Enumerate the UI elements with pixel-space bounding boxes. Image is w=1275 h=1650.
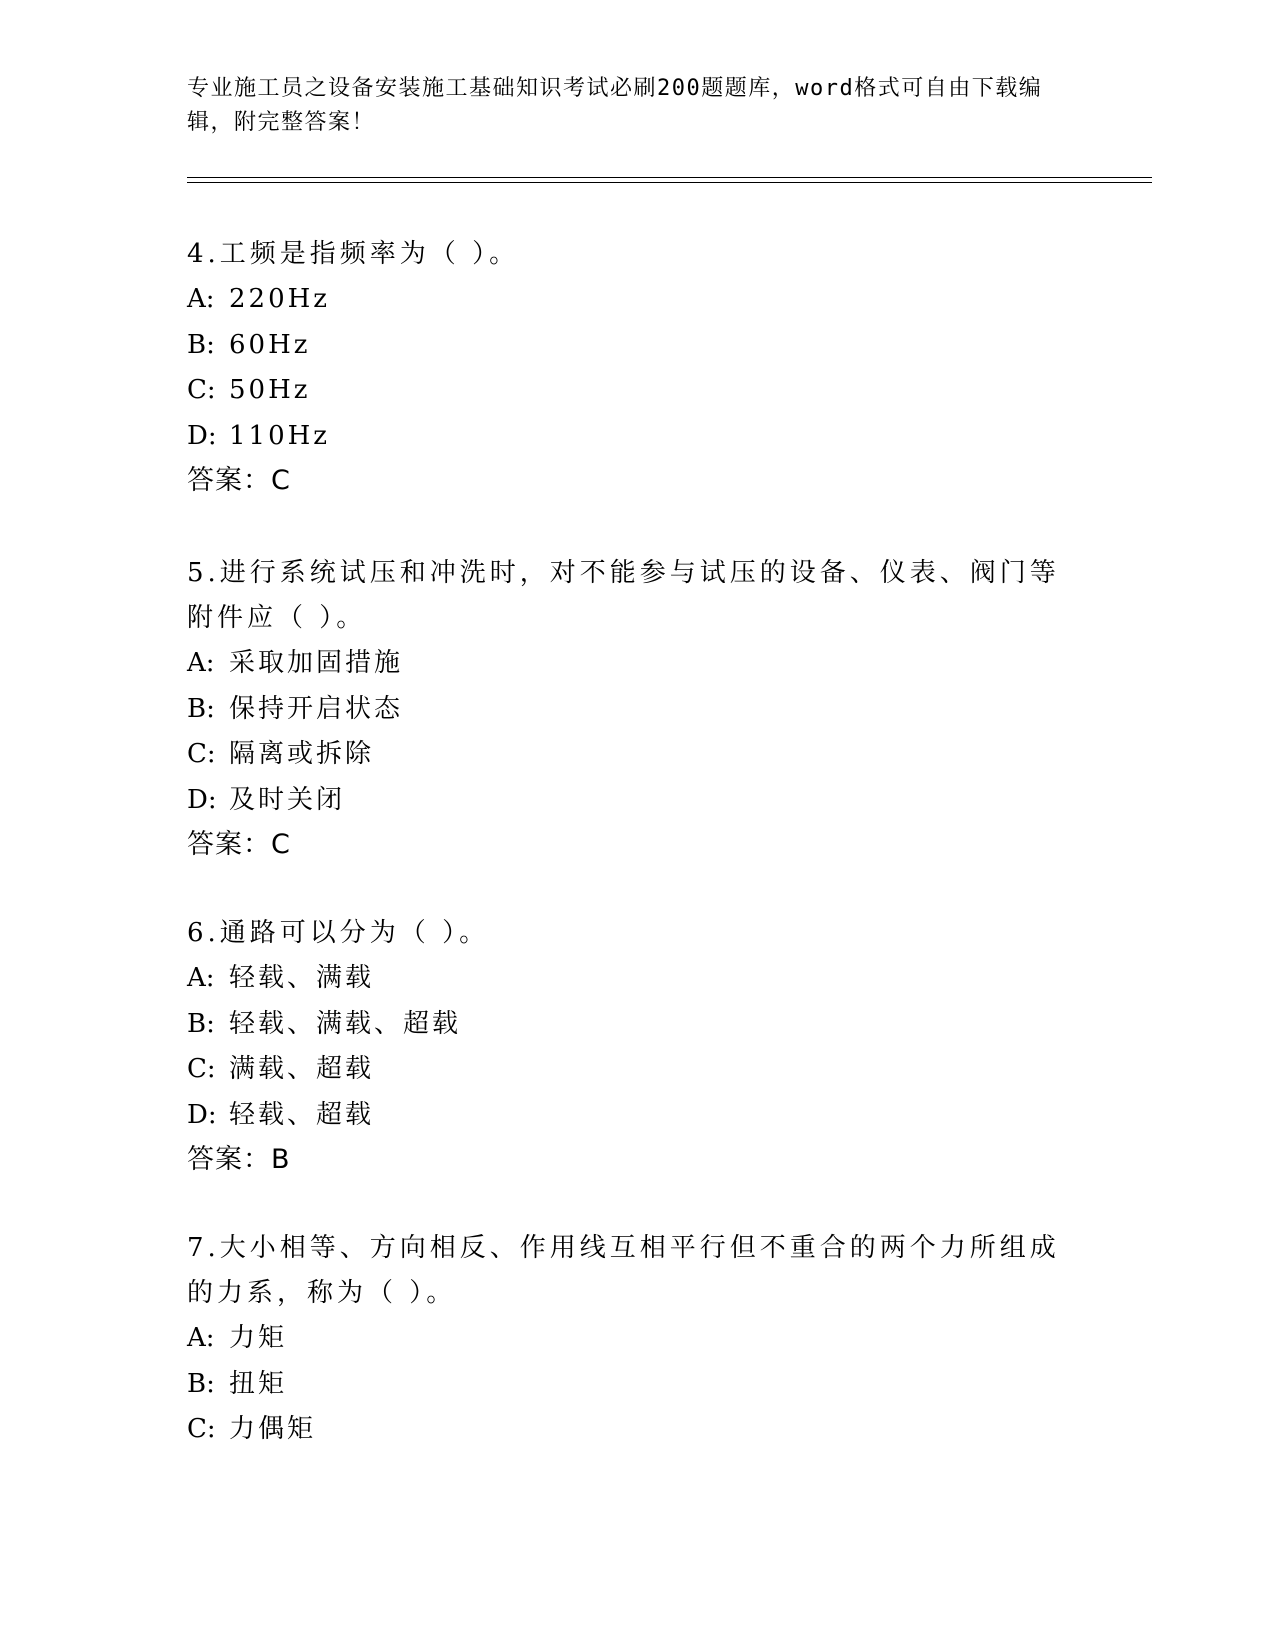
option-c [187, 1407, 1077, 1453]
option-letter: A: [187, 1323, 215, 1353]
question-7 [187, 1226, 1077, 1453]
option-letter: B: [187, 1008, 215, 1039]
option-text: 力偶矩 [229, 1414, 317, 1444]
option-letter: A: [187, 963, 215, 993]
option-c [187, 1047, 1077, 1093]
option-letter: D: [187, 1099, 217, 1130]
option-letter: D: [187, 420, 217, 451]
option-text: 轻载、满载 [229, 963, 375, 993]
option-text: 扭矩 [229, 1368, 288, 1399]
option-a [187, 1316, 1077, 1362]
question-stem: 6.通路可以分为（ ）。 [187, 918, 490, 948]
question-6 [187, 911, 1077, 1182]
option-text: 轻载、超载 [229, 1099, 375, 1130]
answer-label: 答案：B [187, 1144, 291, 1175]
option-text: 110Hz [229, 420, 330, 451]
answer-label: 答案：C [187, 829, 291, 860]
option-b [187, 323, 1077, 369]
option-b [187, 687, 1077, 733]
option-text: 50Hz [229, 375, 311, 405]
option-text: 220Hz [229, 284, 330, 314]
answer-label: 答案：C [187, 465, 291, 496]
option-b [187, 1362, 1077, 1408]
option-d [187, 1093, 1077, 1139]
option-text: 保持开启状态 [229, 693, 404, 724]
option-a [187, 277, 1077, 323]
option-text: 及时关闭 [229, 784, 346, 815]
option-letter: B: [187, 693, 215, 724]
question-stem: 5.进行系统试压和冲洗时，对不能参与试压的设备、仪表、阀门等附件应（ ）。 [187, 558, 1060, 633]
option-text: 力矩 [229, 1323, 288, 1353]
question-stem: 7.大小相等、方向相反、作用线互相平行但不重合的两个力所组成的力系，称为（ ）。 [187, 1233, 1060, 1308]
option-letter: B: [187, 1368, 215, 1399]
option-c [187, 732, 1077, 778]
document-header: 专业施工员之设备安装施工基础知识考试必刷200题题库，word格式可自由下载编辑，附完整答案！ [187, 76, 1043, 135]
option-letter: D: [187, 784, 217, 815]
option-text: 采取加固措施 [229, 648, 404, 678]
question-5 [187, 551, 1077, 867]
question-4 [187, 232, 1077, 503]
option-letter: C: [187, 1414, 216, 1444]
option-a [187, 641, 1077, 687]
option-letter: C: [187, 739, 216, 769]
option-letter: A: [187, 284, 215, 314]
option-c [187, 368, 1077, 414]
option-a [187, 956, 1077, 1002]
option-text: 60Hz [229, 329, 311, 360]
option-letter: C: [187, 375, 216, 405]
header-divider-top [187, 177, 1152, 178]
option-text: 隔离或拆除 [229, 739, 375, 769]
header-divider-bottom [187, 182, 1152, 183]
option-b [187, 1002, 1077, 1048]
option-d [187, 414, 1077, 460]
option-letter: C: [187, 1054, 216, 1084]
option-letter: A: [187, 648, 215, 678]
option-letter: B: [187, 329, 215, 360]
option-text: 轻载、满载、超载 [229, 1008, 462, 1039]
question-stem: 4.工频是指频率为（ ）。 [187, 239, 520, 269]
option-d [187, 778, 1077, 824]
option-text: 满载、超载 [229, 1054, 375, 1084]
